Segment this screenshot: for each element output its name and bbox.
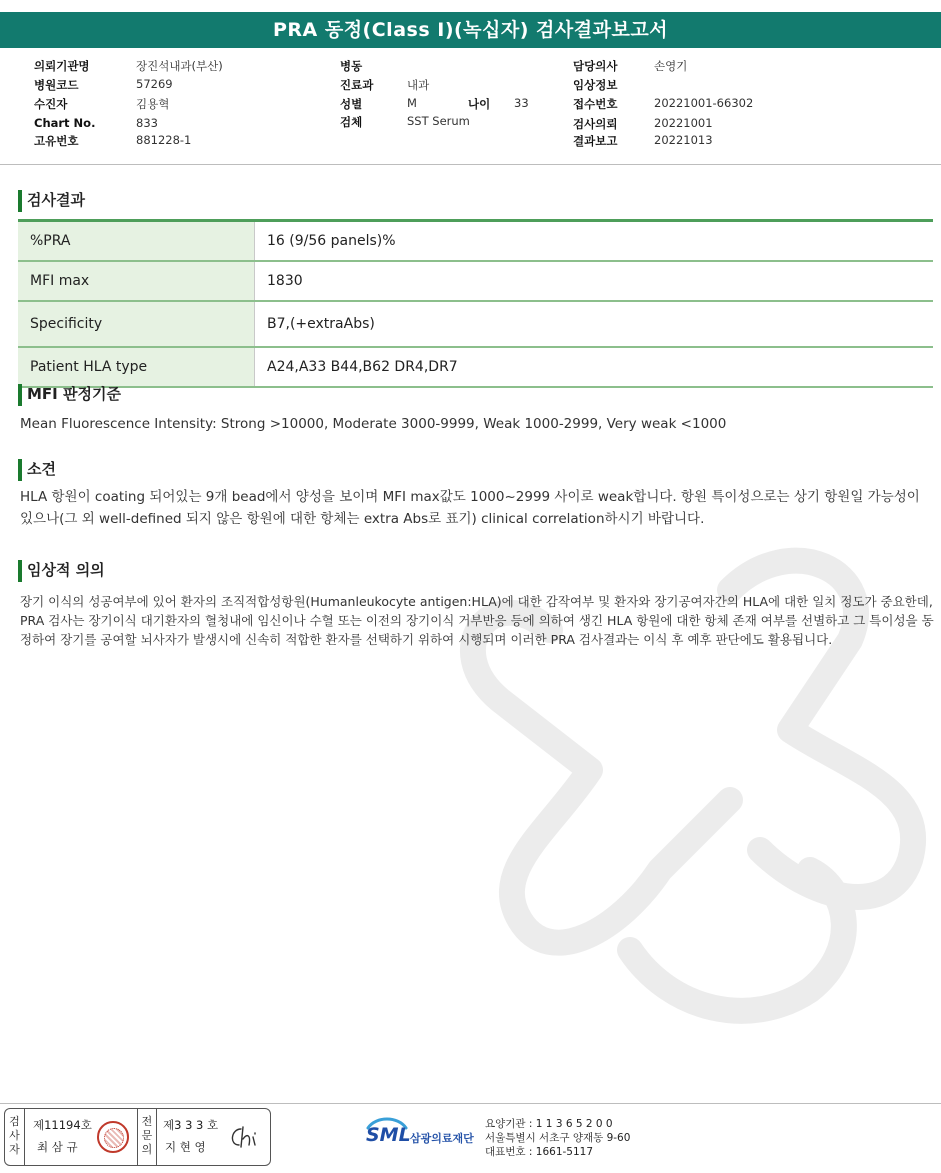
info-value: M — [407, 96, 417, 110]
info-value: 20221013 — [654, 133, 713, 147]
significance-text: 장기 이식의 성공여부에 있어 환자의 조직적합성항원(Humanleukocyte antigen:HLA)에 대한 감작여부 및 환자와 장기공여자간의 HLA에 대한 일치 정도가 중요한데, PRA 검사는 장기이식 대기환자의 혈청내에 임신이나 수혈 또는 이전의 장기이식 거부반응 등에 의하여 생긴 HLA 항원에 대한 항체 존재 여부를 선별하고 그 특이성을 동정하여 장기를 공여할 뇌사자가 발생시에 신속히 적합한 환자를 선택하기 위하여 시행되며 이러한 PRA 검사결과는 이식 후 예후 판단에도 활용됩니다. — [20, 594, 934, 647]
table-row — [18, 221, 933, 262]
criteria-text: Mean Fluorescence Intensity: Strong >10000, Moderate 3000-9999, Weak 1000-2999, Very weak <1000 — [20, 416, 727, 432]
info-value-age: 33 — [514, 96, 529, 110]
info-value: SST Serum — [407, 114, 470, 128]
signature-box — [4, 1108, 271, 1166]
result-value: A24,A33 B44,B62 DR4,DR7 — [255, 347, 934, 387]
section-heading-criteria: MFI 판정기준 — [18, 384, 121, 404]
examiner-name: 최 삼 규 — [37, 1140, 78, 1154]
info-value: 손영기 — [654, 59, 688, 73]
info-label-age: 나이 — [468, 97, 491, 111]
result-key: Specificity — [18, 301, 255, 347]
info-value: 내과 — [407, 78, 430, 92]
info-label: 병동 — [340, 59, 363, 73]
info-value: 833 — [136, 116, 158, 130]
info-value: 20221001-66302 — [654, 96, 754, 110]
result-key: MFI max — [18, 261, 255, 301]
info-label: 임상정보 — [573, 78, 618, 92]
info-label: 진료과 — [340, 78, 374, 92]
info-label: 결과보고 — [573, 134, 618, 148]
info-label: 수진자 — [34, 97, 68, 111]
info-value: 김용혁 — [136, 97, 170, 111]
address-line: 대표번호 : 1661-5117 — [485, 1146, 594, 1158]
info-value: 장진석내과(부산) — [136, 59, 223, 73]
opinion-text: HLA 항원이 coating 되어있는 9개 bead에서 양성을 보이며 MFI max값도 1000~2999 사이로 weak합니다. 항원 특이성으로는 상기 항원일 가능성이 있으나(그 외 well-defined 되지 않은 항원에 대한 항체는 extra Abs로 표기) clinical correlation하시기 바랍니다. — [20, 489, 920, 527]
info-label: 고유번호 — [34, 134, 79, 148]
result-value: B7,(+extraAbs) — [255, 301, 934, 347]
patient-info — [0, 56, 941, 156]
signature-icon — [227, 1123, 263, 1151]
info-label: 의뢰기관명 — [34, 59, 90, 73]
sml-logo-text: SML — [366, 1124, 411, 1146]
report-title: PRA 동정(Class I)(녹십자) 검사결과보고서 — [0, 12, 941, 48]
info-value: 881228-1 — [136, 133, 192, 147]
examiner-label: 검사자 — [5, 1109, 25, 1165]
info-label: 병원코드 — [34, 78, 79, 92]
result-value: 1830 — [255, 261, 934, 301]
address-line: 요양기관 : 1 1 3 6 5 2 0 0 — [485, 1118, 613, 1130]
sml-logo-subtitle: 삼광의료재단 — [410, 1132, 474, 1145]
examiner-number: 제11194호 — [33, 1118, 92, 1132]
result-key: %PRA — [18, 221, 255, 262]
info-label: Chart No. — [34, 116, 96, 130]
info-label: 접수번호 — [573, 97, 618, 111]
info-value: 20221001 — [654, 116, 713, 130]
footer-divider — [0, 1103, 941, 1104]
section-heading-results: 검사결과 — [18, 190, 85, 210]
reporter-name: 지 현 영 — [165, 1140, 206, 1154]
result-value: 16 (9/56 panels)% — [255, 221, 934, 262]
result-key: Patient HLA type — [18, 347, 255, 387]
seal-stamp-icon — [97, 1121, 129, 1153]
info-label: 담당의사 — [573, 59, 618, 73]
institution-address — [485, 1117, 630, 1159]
table-row — [18, 301, 933, 347]
table-row — [18, 347, 933, 387]
address-line: 서울특별시 서초구 양재동 9-60 — [485, 1132, 631, 1144]
info-label: 검사의뢰 — [573, 117, 618, 131]
info-value: 57269 — [136, 77, 173, 91]
header-divider — [0, 164, 941, 165]
table-row — [18, 261, 933, 301]
reporter-number: 제3 3 3 호 — [163, 1118, 219, 1132]
results-table — [18, 219, 933, 388]
watermark-logo — [430, 470, 941, 1090]
section-heading-significance: 임상적 의의 — [18, 560, 105, 580]
info-label: 검체 — [340, 115, 363, 129]
section-heading-opinion: 소견 — [18, 459, 56, 479]
info-label: 성별 — [340, 97, 363, 111]
reporter-label: 전문의 — [137, 1109, 157, 1165]
